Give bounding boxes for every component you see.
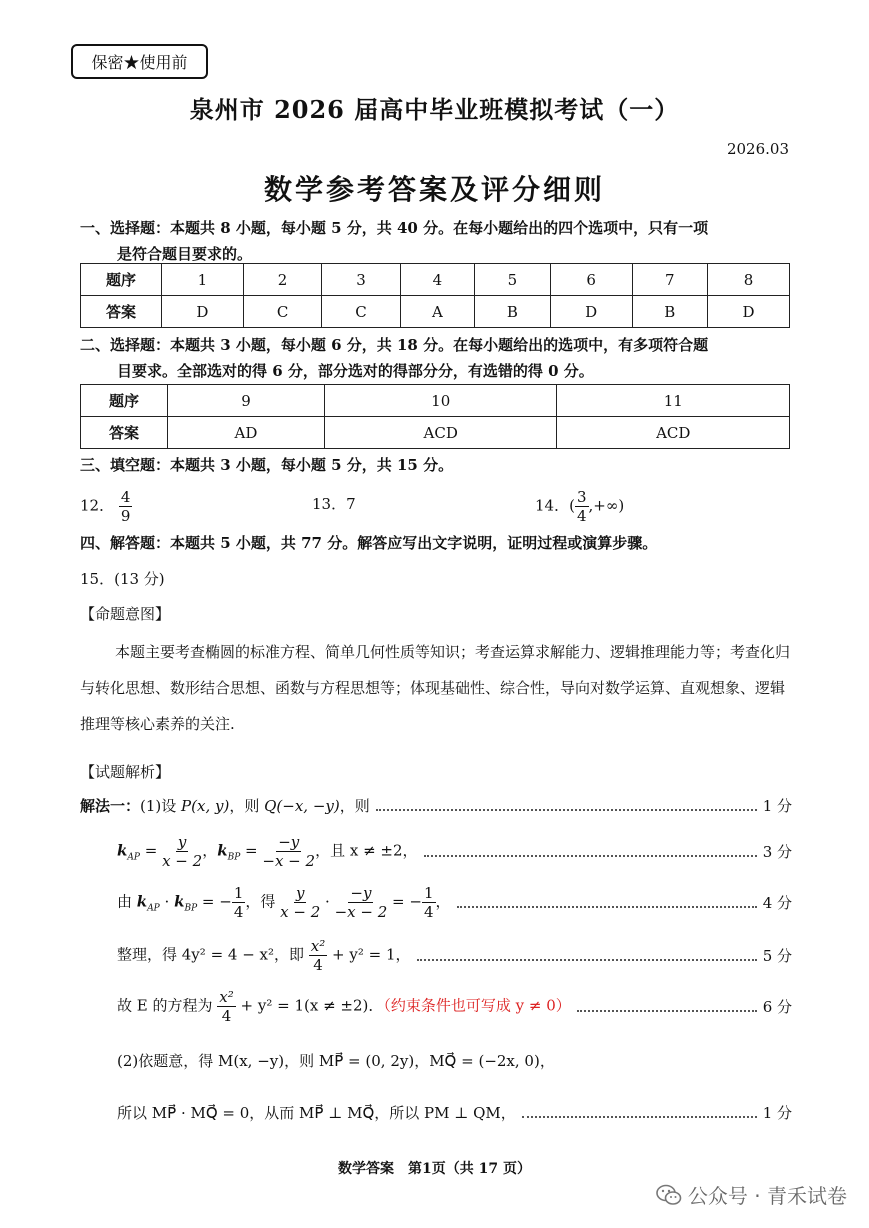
question-number: 1	[162, 264, 244, 296]
table-row	[81, 417, 790, 449]
q14-open-paren: (	[569, 496, 575, 515]
intent-text: 本题主要考查椭圆的标准方程、简单几何性质等知识；考查运算求解能力、逻辑推理能力等；考查化归与转化思想、数形结合思想、函数与方程思想等；体现基础性、综合性，导向对数学运算、直观想象、逻辑推理等核心素养的关注.	[80, 643, 791, 733]
answer-cell: D	[162, 296, 244, 328]
q14-rest: ,+∞)	[588, 496, 625, 515]
q14-denominator: 4	[576, 507, 587, 525]
section2-heading-line2: 目要求。全部选对的得 6 分，部分选对的得部分分，有选错的得 0 分。	[117, 362, 594, 380]
step-1-a: (1)设	[140, 797, 182, 815]
answer-cell: ACD	[557, 417, 790, 449]
equals: =	[139, 841, 163, 860]
question-number: 3	[322, 264, 400, 296]
denominator: 4	[233, 903, 244, 921]
q12-answer	[80, 488, 132, 525]
score: 6 分	[762, 998, 792, 1016]
q14-fraction	[575, 488, 589, 525]
question-number: 2	[243, 264, 321, 296]
denominator: 4	[423, 903, 434, 921]
watermark-text: 公众号 · 青禾试卷	[687, 1184, 847, 1208]
leader-dots	[376, 809, 757, 811]
section2-heading	[80, 332, 792, 384]
confidential-label: 保密★使用前	[71, 44, 208, 79]
solution-step-3	[80, 884, 792, 921]
section4-heading: 四、解答题：本题共 5 小题，共 77 分。解答应写出文字说明，证明过程或演算步骤。	[80, 534, 658, 552]
answer-cell: B	[632, 296, 708, 328]
fraction	[309, 937, 327, 974]
step-1-b: P(x, y)	[181, 797, 230, 815]
solution-step-5	[80, 988, 792, 1025]
step-5-text	[117, 988, 571, 1025]
numerator: −y	[278, 833, 300, 851]
watermark	[656, 1180, 847, 1209]
page-footer: 数学答案 第1页（共 17 页）	[338, 1161, 531, 1177]
solution-step-1	[80, 795, 792, 816]
step-2-text	[117, 833, 418, 870]
numerator: y	[295, 884, 305, 902]
fraction	[262, 833, 315, 870]
step-1-d: Q(−x, −y)	[264, 797, 340, 815]
question-number: 7	[632, 264, 708, 296]
k-sub: BP	[227, 852, 241, 863]
numerator: 1	[423, 884, 434, 902]
q12-denominator: 9	[120, 507, 131, 525]
step-3-text: 由 $k_{AP} \cdot k_{BP}$ = − $\frac{1}{4}$ ，得 $\frac{y}{x - 2}$ · $\frac{-y}{-x - 2}$ = − $\frac{1}{4}$ ，	[117, 884, 451, 921]
question-number: 6	[550, 264, 632, 296]
score: 4 分	[762, 894, 792, 912]
step-3-b: = −	[197, 892, 232, 911]
step-5-b: + y² = 1(x ≠ ±2)．	[235, 996, 384, 1015]
leader-dots	[417, 959, 757, 961]
k-symbol: k	[136, 892, 148, 911]
q14-numerator: 3	[576, 488, 587, 506]
fraction	[422, 884, 436, 921]
step-3-c: ，得	[245, 892, 281, 911]
fraction	[335, 884, 388, 921]
k-symbol: k	[117, 841, 128, 860]
row-label: 题序	[81, 264, 162, 296]
score: 1 分	[762, 1104, 792, 1122]
numerator: 1	[233, 884, 244, 902]
score: 5 分	[762, 947, 792, 965]
step-6-text: (2)依题意，得 M(x, −y)，则 MP⃗ = (0, 2y)，MQ⃗ = (−2x, 0)，	[117, 1052, 555, 1070]
question-number: 5	[475, 264, 551, 296]
answer-cell: A	[400, 296, 474, 328]
step-4-a: 整理，得 4y² = 4 − x²，即	[117, 945, 309, 964]
solution-step-2	[80, 833, 792, 870]
q15-label: 15．(13 分)	[80, 570, 165, 588]
answer-cell: AD	[168, 417, 325, 449]
section1-heading-line2: 是符合题目要求的。	[117, 245, 253, 263]
k-symbol: k	[217, 841, 228, 860]
question-number: 9	[168, 385, 325, 417]
q14-answer	[535, 488, 624, 525]
section3-heading: 三、填空题：本题共 3 小题，每小题 5 分，共 15 分。	[80, 456, 454, 474]
score: 3 分	[762, 843, 792, 861]
numerator: x²	[219, 988, 234, 1006]
answer-cell: C	[243, 296, 321, 328]
fraction	[217, 988, 235, 1025]
constraint-note: （约束条件也可写成 y ≠ 0）	[383, 996, 571, 1015]
fraction	[280, 884, 320, 921]
table-row	[81, 264, 790, 296]
leader-dots	[522, 1116, 757, 1118]
denominator: −x − 2	[262, 852, 316, 870]
k-sub: BP	[184, 903, 198, 914]
answer-cell: D	[550, 296, 632, 328]
denominator: x − 2	[280, 903, 321, 921]
row-label: 答案	[81, 296, 162, 328]
step-4-text	[117, 937, 411, 974]
q14-label: 14．	[535, 496, 570, 515]
fraction	[162, 833, 202, 870]
step-1-c: ，则	[229, 797, 265, 815]
step-2-tail: ，且 x ≠ ±2，	[315, 841, 418, 860]
section1-answer-table	[80, 263, 790, 328]
denominator: x − 2	[162, 852, 203, 870]
q12-fraction	[119, 488, 133, 525]
step-3-a: 由	[117, 892, 137, 911]
score: 1 分	[762, 797, 792, 815]
solution-step-7	[80, 1102, 792, 1123]
denominator: −x − 2	[334, 903, 388, 921]
q12-label: 12．	[80, 496, 115, 515]
fraction	[232, 884, 246, 921]
exam-date: 2026.03	[726, 140, 789, 158]
dot: ·	[320, 892, 335, 911]
numerator: x²	[310, 937, 326, 955]
q13-answer: 13．7	[312, 495, 356, 513]
denominator: 4	[313, 956, 323, 974]
step-3-tail: ，	[435, 892, 451, 911]
table-row	[81, 296, 790, 328]
section1-heading	[80, 215, 792, 267]
leader-dots	[457, 906, 757, 908]
numerator: y	[177, 833, 187, 851]
row-label: 题序	[81, 385, 168, 417]
denominator: 4	[221, 1007, 232, 1025]
k-sub: AP	[147, 903, 160, 914]
equals: =	[240, 841, 263, 860]
step-7-text: 所以 MP⃗ · MQ⃗ = 0，从而 MP⃗ ⊥ MQ⃗，所以 PM ⊥ QM，	[117, 1104, 516, 1122]
section2-answer-table	[80, 384, 790, 449]
answer-cell: ACD	[324, 417, 557, 449]
method-label: 解法一：	[80, 797, 141, 815]
answer-cell: B	[475, 296, 551, 328]
leader-dots	[424, 855, 757, 857]
step-4-b: + y² = 1，	[327, 945, 411, 964]
row-label: 答案	[81, 417, 168, 449]
question-number: 4	[400, 264, 474, 296]
step-1-text	[80, 795, 370, 816]
section2-heading-line1: 二、选择题：本题共 3 小题，每小题 6 分，共 18 分。在每小题给出的选项中，有多项符合题	[80, 336, 709, 354]
numerator: −y	[350, 884, 372, 902]
leader-dots	[577, 1010, 757, 1012]
step-5-a: 故 E 的方程为	[117, 996, 218, 1015]
comma: ，	[202, 841, 218, 860]
q12-numerator: 4	[120, 488, 131, 506]
document-title: 数学参考答案及评分细则	[263, 173, 605, 206]
analysis-heading: 【试题解析】	[80, 763, 171, 781]
question-number: 8	[708, 264, 790, 296]
question-number: 10	[324, 385, 557, 417]
wechat-icon	[656, 1184, 682, 1206]
equals: = −	[387, 892, 422, 911]
solution-step-4	[80, 937, 792, 974]
k-symbol: k	[174, 892, 185, 911]
exam-title: 泉州市 2026 届高中毕业班模拟考试（一）	[189, 95, 680, 124]
step-1-e: ，则	[339, 797, 370, 815]
answer-cell: D	[708, 296, 790, 328]
intent-heading: 【命题意图】	[80, 605, 171, 623]
section1-heading-line1: 一、选择题：本题共 8 小题，每小题 5 分，共 40 分。在每小题给出的四个选项中，只有一项	[80, 219, 709, 237]
answer-cell: C	[322, 296, 400, 328]
question-number: 11	[557, 385, 790, 417]
k-sub: AP	[127, 852, 140, 863]
table-row	[81, 385, 790, 417]
solution-step-6	[80, 1050, 792, 1071]
